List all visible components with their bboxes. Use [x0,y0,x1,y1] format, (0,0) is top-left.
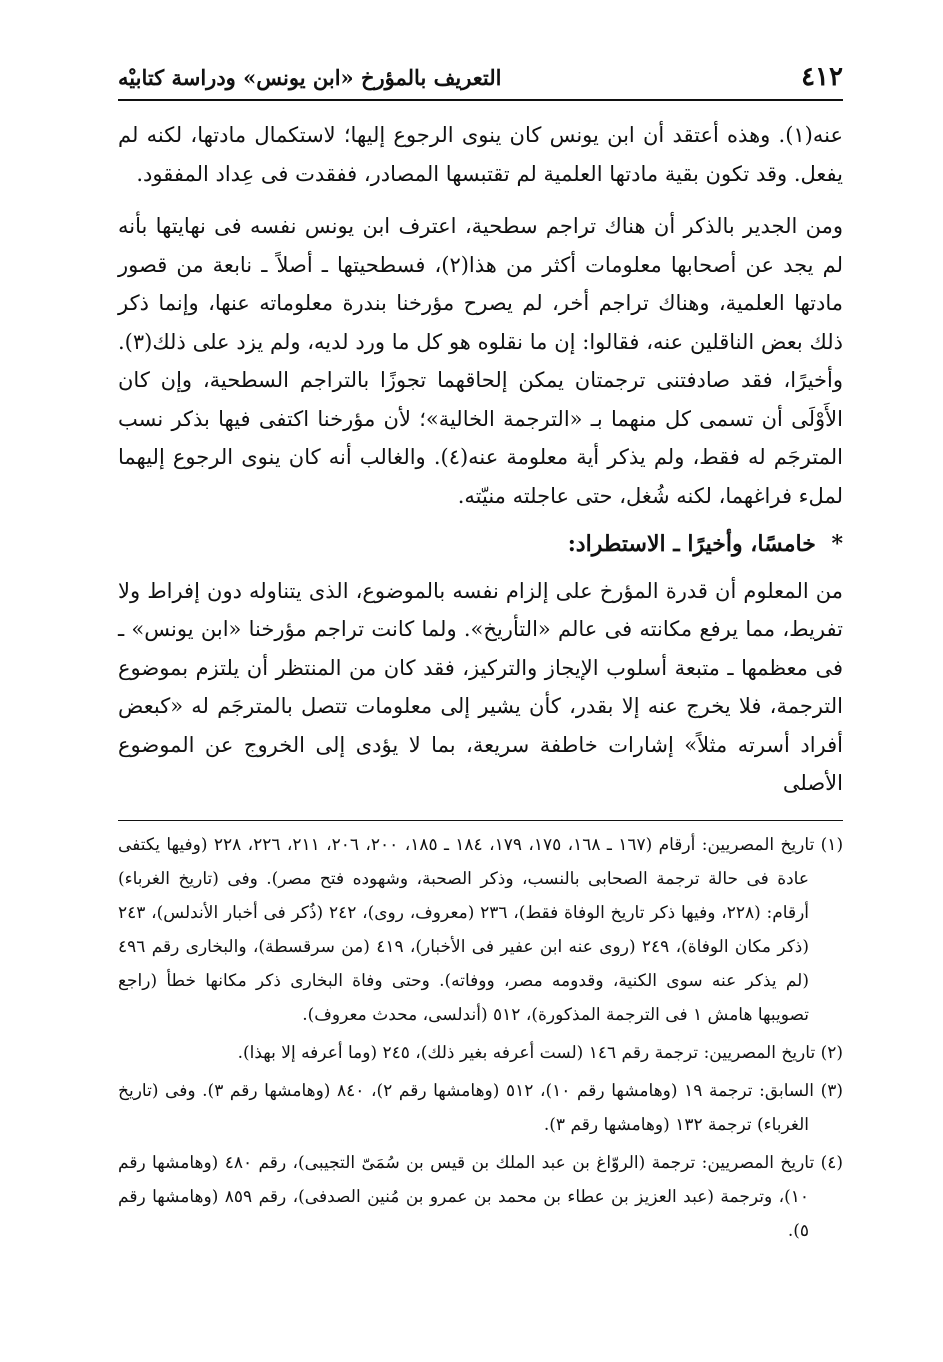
paragraph-digression: من المعلوم أن قدرة المؤرخ على إلزام نفسه بالموضوع، الذى يتناوله دون إفراط ولا تفريط، مما يرفع مكانته فى عالم «التأريخ». ولما كانت تراجم مؤرخنا «ابن يونس» ـ فى معظمها ـ متبعة أسلوب الإيجاز والتركيز، فقد كان من المنتظر أن يلتزم بموضوع الترجمة، فلا يخرج عنه إلا بقدر، كأن يشير إلى معلومات تتصل بالمترجَم له «كبعض أفراد أسرته مثلاً» إشارات خاطفة سريعة، بما لا يؤدى إلى الخروج عن الموضوع الأصلى [118,578,843,795]
paragraph-continuation: عنه(١). وهذه أعتقد أن ابن يونس كان ينوى الرجوع إليها؛ لاستكمال مادتها، لكنه لم يفعل. وقد تكون بقية مادتها العلمية لم تقتبسها المصادر، ففقدت فى عِداد المفقود. [118,123,843,186]
footnote-3: (٣) السابق: ترجمة ١٩ (وهامشها رقم ١٠)، ٥١٢ (وهامشها رقم ٢)، ٨٤٠ (وهامشها رقم ٣). وفى (تاريخ الغرباء) ترجمة ١٣٢ (وهامشها رقم ٣). [118,1081,843,1135]
footnote-rule [118,820,843,821]
star-bullet: * [831,531,843,557]
running-title: التعريف بالمؤرخ «ابن يونس» ودراسة كتابيْه [118,64,502,90]
header-rule [118,99,843,101]
footnote-2: (٢) تاريخ المصريين: ترجمة رقم ١٤٦ (لست أعرفه بغير ذلك)، ٢٤٥ (وما أعرفه إلا بهذا). [237,1043,843,1063]
page-number: ٤١٢ [801,62,843,92]
footnote-1: (١) تاريخ المصريين: أرقام (١٦٧ ـ ١٦٨، ١٧٥، ١٧٩، ١٨٤ ـ ١٨٥، ٢٠٠، ٢٠٦، ٢١١، ٢٢٦، ٢٢٨ (وفيها يكتفى عادة فى حالة ترجمة الصحابى بالنسب، وذكر الصحبة، وشهوده فتح مصر). وفى (تاريخ الغرباء) أرقام: (٢٢٨، وفيها ذكر تاريخ الوفاة فقط)، ٢٣٦ (معروف، روى)، ٢٤٢ (ذُكر فى أخبار الأندلس)، ٢٤٣ (ذكر مكان الوفاة)، ٢٤٩ (روى عنه ابن عفير فى الأخبار)، ٤١٩ (من سرقسطة)، والبخارى رقم ٤٩٦ (لم يذكر عنه سوى الكنية، وقدومه مصر، ووفاته). وحتى وفاة البخارى ذكر مكانها خطأ (راجع تصويبها هامش ١ فى الترجمة المذكورة)، ٥١٢ (أندلسى، محدث معروف). [118,835,844,1025]
section-heading [118,525,843,564]
footnote-4: (٤) تاريخ المصريين: ترجمة (الروّاغ بن عبد الملك بن قيس بن سُمَىّ التجيبى)، رقم ٤٨٠ (وهامشها رقم ١٠)، وترجمة (عبد العزيز بن عطاء بن محمد بن عمرو بن مُنين الصدفى)، رقم ٨٥٩ (وهامشها رقم ٥). [118,1153,843,1241]
paragraph-superficial-biographies: ومن الجدير بالذكر أن هناك تراجم سطحية، اعترف ابن يونس نفسه فى نهايتها بأنه لم يجد عن أصحابها معلومات أكثر من هذا(٢)، فسطحيتها ـ أصلاً ـ نابعة من قصور مادتها العلمية، وهناك تراجم أخر، لم يصرح مؤرخنا بندرة معلوماته عنها، وإنما ذكر ذلك بعض الناقلين عنه، فقالوا: إن ما نقلوه هو كل ما ورد لديه، ولم يزد على ذلك(٣). وأخيرًا، فقد صادفتنى ترجمتان يمكن إلحاقهما تجوزًا بالتراجم السطحية، وإن كان الأَوْلَى أن تسمى كل منهما بـ «الترجمة الخالية»؛ لأن مؤرخنا اكتفى فيها بذكر نسب المترجَم له فقط، ولم يذكر أية معلومة عنه(٤). والغالب أنه كان ينوى الرجوع إليهما لملء فراغهما، لكنه شُغل، حتى عاجلته منيّته. [118,214,843,508]
main-text [118,116,843,803]
footnotes [118,828,843,1252]
page-header [118,60,843,94]
section-heading-text: خامسًا، وأخيرًا ـ الاستطراد: [567,531,816,557]
